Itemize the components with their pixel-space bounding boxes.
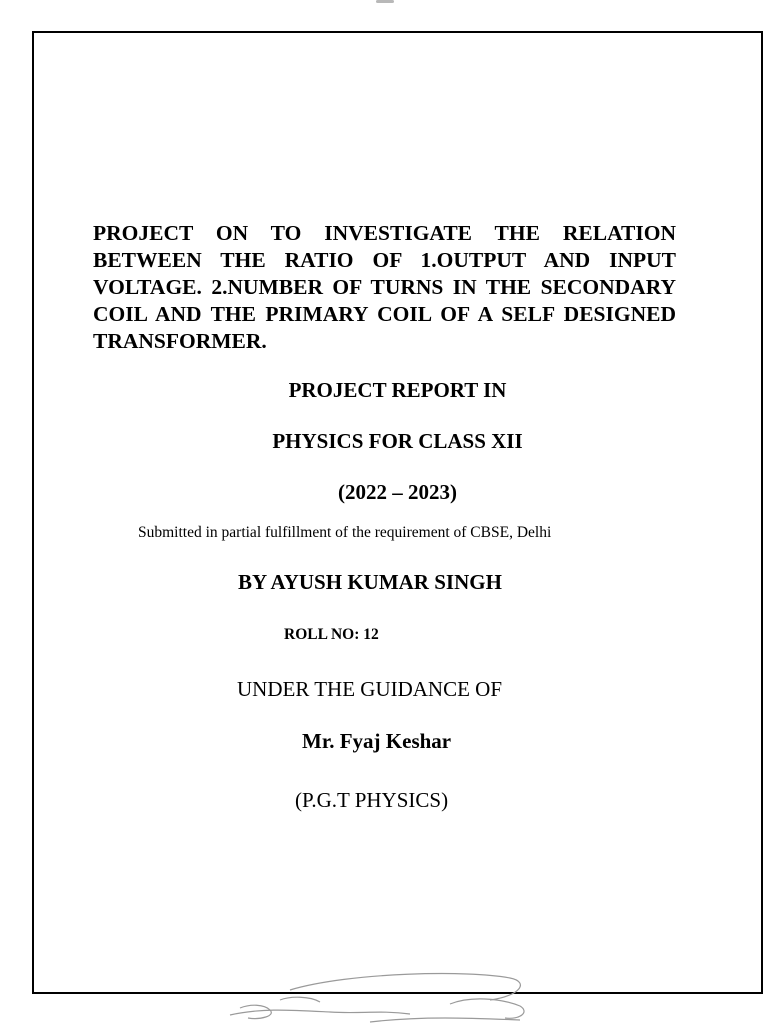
page-border xyxy=(32,31,763,994)
signature-scribble xyxy=(220,960,560,1024)
guide-designation: (P.G.T PHYSICS) xyxy=(295,788,449,812)
roll-number: ROLL NO: 12 xyxy=(284,626,379,643)
report-line: PROJECT REPORT IN xyxy=(288,378,507,402)
scan-mark xyxy=(376,0,394,3)
guide-name: Mr. Fyaj Keshar xyxy=(302,729,452,753)
session-line: (2022 – 2023) xyxy=(338,480,457,504)
project-title: PROJECT ON TO INVESTIGATE THE RELATION BETWEEN THE RATIO OF 1.OUTPUT AND INPUT VOLTAGE. 2.NUMBER OF TURNS IN THE SECONDARY COIL AND THE PRIMARY COIL OF A SELF DESIGNED TRANSFORMER. xyxy=(93,221,676,353)
subject-line: PHYSICS FOR CLASS XII xyxy=(272,429,523,453)
guidance-label: UNDER THE GUIDANCE OF xyxy=(237,677,503,701)
submission-note: Submitted in partial fulfillment of the requirement of CBSE, Delhi xyxy=(138,524,552,541)
author-name: BY AYUSH KUMAR SINGH xyxy=(238,570,502,594)
